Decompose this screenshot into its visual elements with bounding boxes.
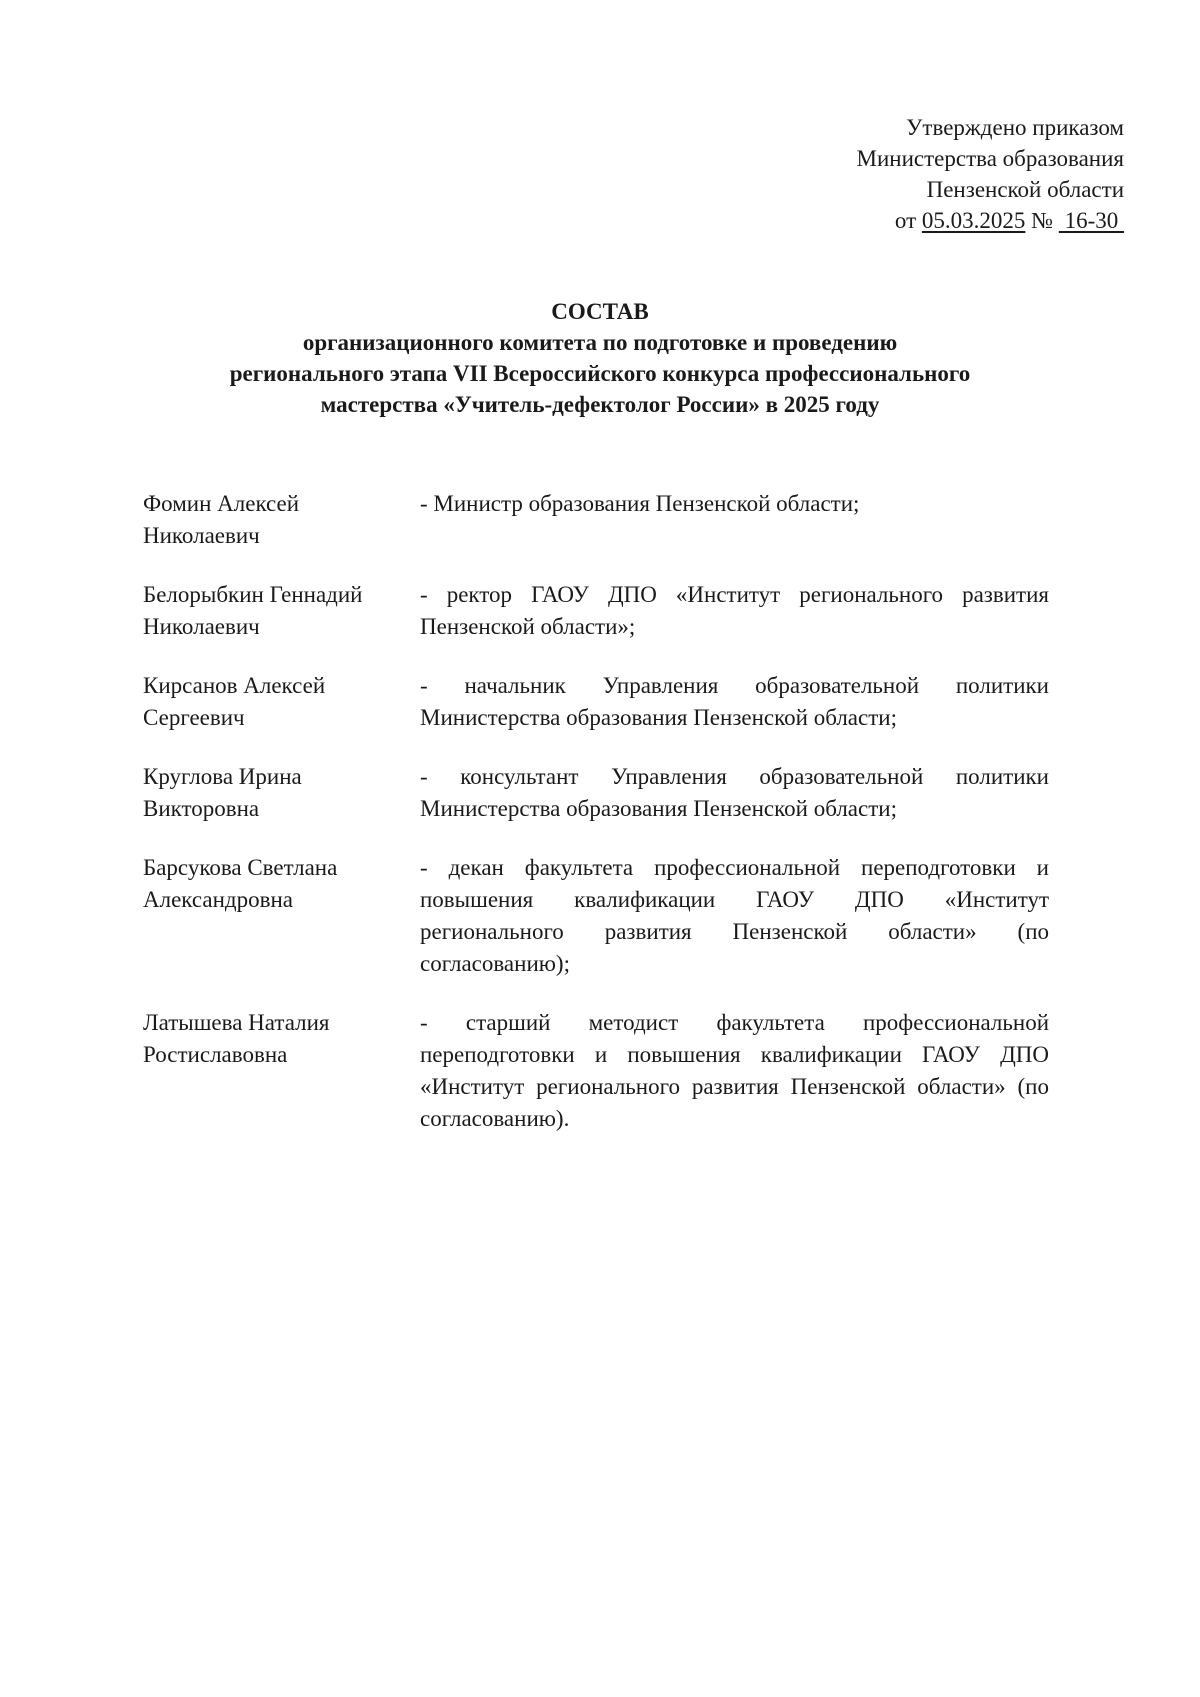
member-role: - ректор ГАОУ ДПО «Институт регионального развития Пензенской области»; bbox=[420, 582, 1049, 639]
number-prefix: № bbox=[1025, 208, 1059, 233]
approval-stamp bbox=[857, 112, 1124, 236]
member-patronymic: Александровна bbox=[143, 887, 293, 912]
approval-line: Министерства образования bbox=[856, 146, 1124, 171]
member-role: - консультант Управления образовательной политики Министерства образования Пензенской области; bbox=[420, 764, 1049, 821]
committee-members-list bbox=[143, 488, 1049, 1162]
member-name-line: Кирсанов Алексей bbox=[143, 673, 326, 698]
member-name-line: Круглова Ирина bbox=[143, 764, 302, 789]
member-patronymic: Сергеевич bbox=[143, 705, 245, 730]
member-name bbox=[143, 761, 420, 825]
member-patronymic: Ростиславовна bbox=[143, 1042, 288, 1067]
document-title bbox=[0, 296, 1200, 420]
title-line: мастерства «Учитель-дефектолог России» в 2025 году bbox=[320, 392, 880, 417]
member-name-line: Латышева Наталия bbox=[143, 1010, 330, 1035]
member-role: - начальник Управления образовательной политики Министерства образования Пензенской области; bbox=[420, 673, 1049, 730]
member-name-line: Фомин Алексей bbox=[143, 491, 300, 516]
member-row bbox=[143, 488, 1049, 552]
member-name-line: Барсукова Светлана bbox=[143, 855, 338, 880]
member-name bbox=[143, 852, 420, 980]
member-patronymic: Викторовна bbox=[143, 796, 260, 821]
member-row bbox=[143, 761, 1049, 825]
member-role: - декан факультета профессиональной переподготовки и повышения квалификации ГАОУ ДПО «Институт регионального развития Пензенской области» (по согласованию); bbox=[420, 855, 1049, 976]
member-row bbox=[143, 579, 1049, 643]
title-line: регионального этапа VII Всероссийского конкурса профессионального bbox=[229, 361, 971, 386]
member-name bbox=[143, 488, 420, 552]
member-name-line: Белорыбкин Геннадий bbox=[143, 582, 363, 607]
member-row bbox=[143, 852, 1049, 980]
member-role: - Министр образования Пензенской области; bbox=[420, 491, 860, 516]
approval-line: Утверждено приказом bbox=[906, 115, 1124, 140]
member-name bbox=[143, 670, 420, 734]
date-prefix: от bbox=[894, 208, 922, 233]
member-name bbox=[143, 579, 420, 643]
member-patronymic: Николаевич bbox=[143, 523, 260, 548]
member-patronymic: Николаевич bbox=[143, 614, 260, 639]
approval-date-line bbox=[857, 205, 1124, 236]
member-role: - старший методист факультета профессиональной переподготовки и повышения квалификации ГАОУ ДПО «Институт регионального развития Пензенской области» (по согласованию). bbox=[420, 1010, 1049, 1131]
member-name bbox=[143, 1007, 420, 1135]
title-heading: СОСТАВ bbox=[551, 299, 649, 324]
member-row bbox=[143, 1007, 1049, 1135]
approval-number: 16-30 bbox=[1058, 208, 1124, 233]
approval-line: Пензенской области bbox=[926, 177, 1124, 202]
approval-date: 05.03.2025 bbox=[921, 208, 1026, 233]
title-line: организационного комитета по подготовке и проведению bbox=[302, 330, 898, 355]
member-row bbox=[143, 670, 1049, 734]
